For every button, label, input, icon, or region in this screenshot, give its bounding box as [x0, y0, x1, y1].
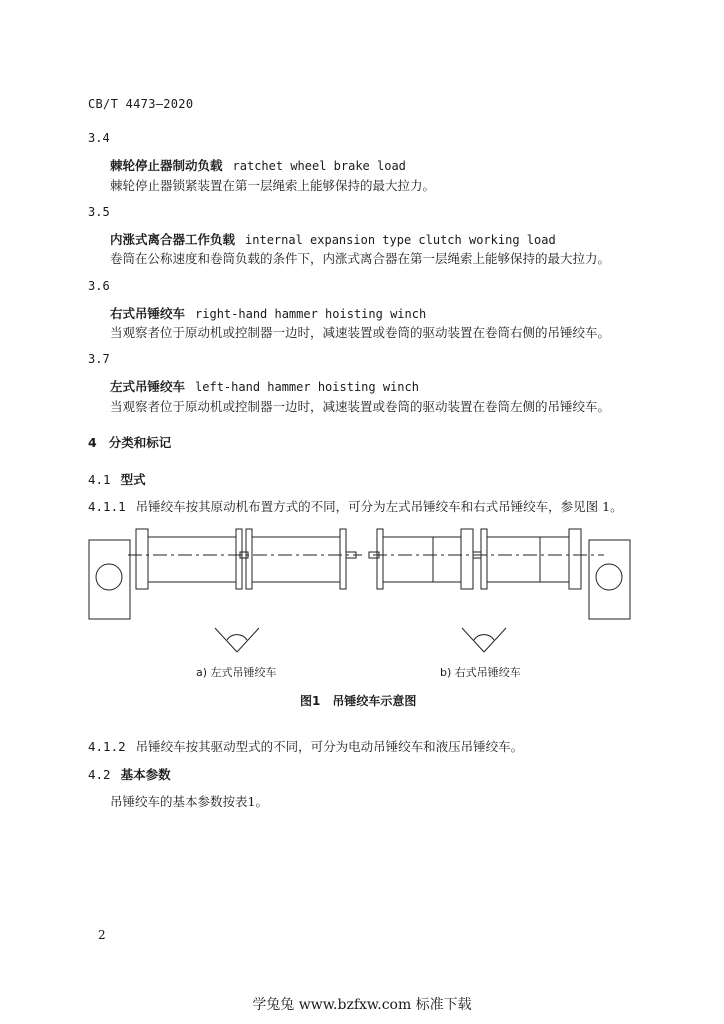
section-title: 型式 — [120, 472, 146, 487]
flange — [481, 529, 487, 589]
flange — [461, 529, 473, 589]
term-cn: 内涨式离合器工作负载 — [110, 232, 236, 247]
flange — [569, 529, 581, 589]
term-number-3-4: 3.4 — [88, 131, 110, 145]
flange — [377, 529, 383, 589]
paragraph-number: 4.1.1 — [88, 499, 126, 514]
drum-body — [383, 537, 461, 582]
term-cn: 右式吊锤绞车 — [110, 306, 186, 321]
paragraph-4-2: 吊锤绞车的基本参数按表1。 — [110, 794, 268, 809]
drum-body — [487, 537, 569, 582]
term-cn: 棘轮停止器制动负载 — [110, 158, 223, 173]
figure-caption-b: b) 右式吊锤绞车 — [440, 666, 521, 679]
term-cn: 左式吊锤绞车 — [110, 379, 186, 394]
term-number-3-7: 3.7 — [88, 352, 110, 366]
prime-mover-box — [589, 540, 630, 619]
term-en: internal expansion type clutch working load — [245, 233, 556, 247]
flange — [236, 529, 242, 589]
footer-watermark: 学兔兔 www.bzfxw.com 标准下载 — [252, 997, 472, 1013]
flange — [136, 529, 148, 589]
section-title: 基本参数 — [120, 767, 171, 782]
page-number: 2 — [98, 928, 106, 942]
section-number: 4.1 — [88, 472, 111, 487]
term-definition-3-7: 当观察者位于原动机或控制器一边时，减速装置或卷筒的驱动装置在卷筒左侧的吊锤绞车。 — [110, 399, 611, 414]
observer-line — [215, 628, 237, 652]
observer-arc — [227, 635, 247, 640]
figure-caption-a: a) 左式吊锤绞车 — [196, 666, 277, 679]
left-hand-winch-diagram — [89, 529, 362, 652]
flange — [340, 529, 346, 589]
standard-number-header: CB/T 4473—2020 — [88, 97, 194, 111]
section-number: 4.2 — [88, 767, 111, 782]
observer-line — [484, 628, 506, 652]
term-en: ratchet wheel brake load — [232, 159, 406, 173]
drum-body — [252, 537, 340, 582]
term-en: left-hand hammer hoisting winch — [195, 380, 419, 394]
paragraph-number: 4.1.2 — [88, 739, 126, 754]
section-number: 4 — [88, 435, 97, 450]
paragraph-4-1-2 — [88, 737, 523, 755]
prime-mover-box — [89, 540, 130, 619]
observer-line — [462, 628, 484, 652]
section-title: 分类和标记 — [108, 435, 172, 450]
right-hand-winch-diagram — [369, 529, 630, 652]
term-number-3-6: 3.6 — [88, 279, 110, 293]
figure-title: 图1 吊锤绞车示意图 — [300, 694, 417, 708]
term-number-3-5: 3.5 — [88, 205, 110, 219]
section-heading-4-2 — [88, 765, 171, 783]
observer-line — [237, 628, 259, 652]
term-definition-3-6: 当观察者位于原动机或控制器一边时，减速装置或卷筒的驱动装置在卷筒右侧的吊锤绞车。 — [110, 325, 611, 340]
drum-body — [148, 537, 236, 582]
term-definition-3-5: 卷筒在公称速度和卷筒负载的条件下，内涨式离合器在第一层绳索上能够保持的最大拉力。 — [110, 251, 611, 266]
paragraph-text: 吊锤绞车按其原动机布置方式的不同，可分为左式吊锤绞车和右式吊锤绞车，参见图 1。 — [135, 499, 623, 514]
paragraph-text: 吊锤绞车按其驱动型式的不同，可分为电动吊锤绞车和液压吊锤绞车。 — [135, 739, 524, 754]
motor-circle — [596, 564, 622, 590]
flange — [246, 529, 252, 589]
motor-circle — [96, 564, 122, 590]
term-definition-3-4: 棘轮停止器锁紧装置在第一层绳索上能够保持的最大拉力。 — [110, 178, 436, 193]
observer-arc — [474, 635, 494, 640]
term-en: right-hand hammer hoisting winch — [195, 307, 427, 321]
